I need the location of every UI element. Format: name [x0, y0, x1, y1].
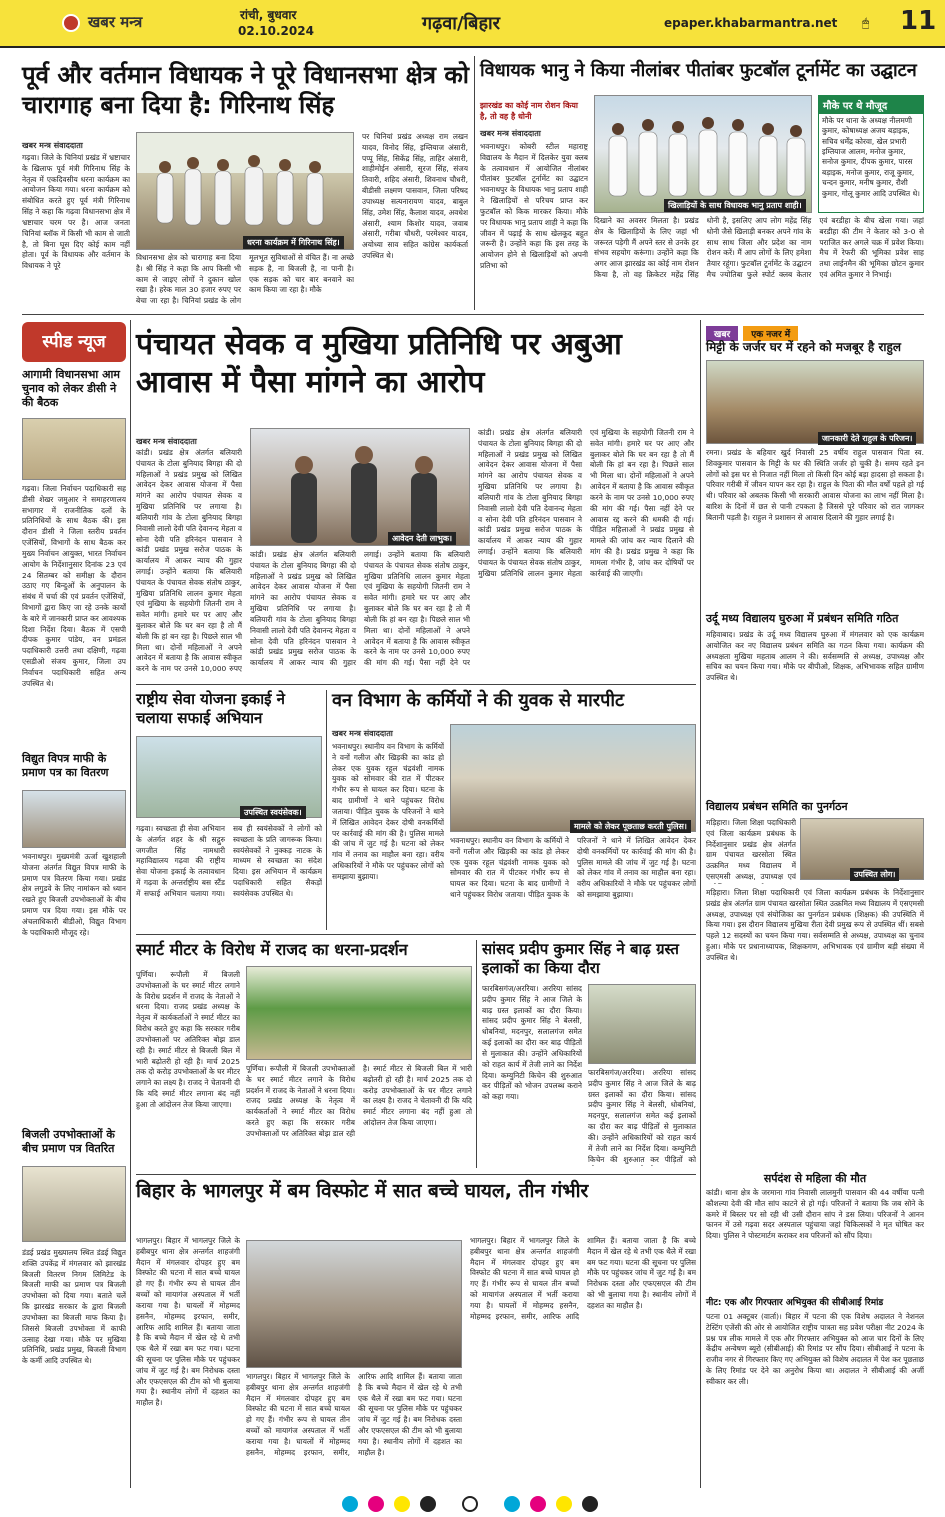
story5-text: भवनाथपुर। स्थानीय वन विभाग के कर्मियों ने वनों गलीज और खिड़की का कांड हो लेकर एक युवक रहूल चंद्रवंशी नामक युवक को सोमवार की रात में पीटकर गंभीर रूप से घायल कर दिया। घटना के बाद ग्रामीणों ने थाने पहुंचकर विरोध जताया। पीड़ित युवक के परिजनों ने थाने में लिखित आवेदन देकर दोषी वनकर्मियों पर कार्रवाई की मांग की है। पुलिस मामले की जांच में जुट गई है। घटना को लेकर गांव में तनाव का माहौल बना रहा। वरीय अधिकारियों ने मौके पर पहुंचकर लोगों को समझाया बुझाया।: [332, 742, 444, 881]
story1-text-b: विधानसभा क्षेत्र को चारागाह बना दिया है। श्री सिंह ने कहा कि आप किसी भी काम से जाइए लोगों ने दुकान खोल रखा है। हरेक माल 30 हजार रुपए पर बेचा जा रहा है। चिनियां प्रखंड के लोग मूलभूत सुविधाओं से वंचित हैं। ना अच्छे सड़क है, ना बिजली है, ना पानी है। एक सड़क को चार बार बनवाने का काम किया जा रहा है। मौके: [136, 253, 354, 306]
story10-text: महिवाबाद। प्रखंड के उर्दू मध्य विद्यालय घुरुआ में मंगलवार को एक कार्यक्रम आयोजित कर नए विद्यालय प्रबंधन समिति का गठन किया गया। कार्यक्रम की अध्यक्षता मुखिया महताब आलम ने की। सर्वसम्मति से अध्यक्ष, उपाध्यक्ष और सचिव का चयन किया गया। मौके पर बीपीओ, शिक्षक, अभिभावक सहित ग्रामीण उपस्थित थे।: [706, 630, 924, 683]
sidebox-title: मौके पर थे मौजूद: [819, 96, 923, 114]
story5-photo: [450, 724, 696, 832]
story6-photo: [246, 966, 472, 1060]
section-divider: [136, 684, 696, 685]
story8-headline: बिहार के भागलपुर में बम विस्फोट में सात बच्चे घायल, तीन गंभीर: [136, 1180, 589, 1202]
story2-photo-caption: खिलाड़ियों के साथ विधायक भानु प्रताप शाही।: [664, 199, 806, 212]
story7-headline: सांसद प्रदीप कुमार सिंह ने बाढ़ ग्रस्त इलाकों का किया दौरा: [482, 940, 679, 977]
news1-title: आगामी विधानसभा आम चुनाव को लेकर डीसी ने की बैठक: [22, 368, 120, 409]
in-brief-kicker: [706, 322, 924, 338]
story12-headline: सर्पदंश से महिला की मौत: [763, 1172, 867, 1185]
story2-photo-illustration: [595, 96, 812, 213]
column-divider: [700, 320, 701, 1488]
cmyk-magenta-dot: [530, 1496, 546, 1512]
column-divider: [326, 690, 327, 930]
story7-text: फारबिसगंज/अररिया। अररिया सांसद प्रदीप कुमार सिंह ने आज जिले के बाढ़ ग्रस्त इलाकों का दौरा किया। सांसद प्रदीप कुमार सिंह ने बेलसी, धोबनियां, मदनपुर, सलालगंज समेत कई इलाकों का दौरा कर बाढ़ पीड़ितों से मुलाकात की। उन्होंने अधिकारियों को राहत कार्य में तेजी लाने का निर्देश दिया। कम्युनिटी किचेन की शुरुआत कर पीड़ितों को भोजन उपलब्ध कराने को कहा गया।: [482, 984, 582, 1102]
story7-photo: [588, 984, 696, 1064]
story5-headline: वन विभाग के कर्मियों ने की युवक से मारपीट: [332, 690, 625, 711]
column-divider: [474, 56, 475, 310]
story1-text-c: पर चिनियां प्रखंड अध्यक्ष राम लखन यादव, विनोद सिंह, इम्तियाज अंसारी, पप्पू सिंह, सिकेंद्र सिंह, ताहिर अंसारी, शाहीमोईन अंसारी, सूरज सिंह, संजय तिवारी, शहिद अंसारी, शिवनाथ चौधरी, बीडीसी लक्ष्मण पासवान, जिला परिषद उपाध्यक्ष सत्यनारायण यादव, बाबुल सिंह, उमेश सिंह, कैलाश यादव, अवधेश अंसारी, श्याम किशोर यादव, जवाब अंसारी, गरीबा चौधरी, परमेश्वर यादव, अयोध्या साव सहित कांग्रेस कार्यकर्ता उपस्थित थे।: [362, 132, 468, 260]
brand-logo-icon: [62, 14, 80, 32]
news3-photo: [22, 1166, 126, 1242]
cmyk-magenta-dot: [368, 1496, 384, 1512]
newspaper-masthead: [0, 0, 945, 48]
cmyk-cyan-dot: [342, 1496, 358, 1512]
story2-kicker: झारखंड का कोई नाम रोशन किया है, तो वह है धोनी: [480, 101, 578, 121]
story3-byline: खबर मन्त्र संवाददाता: [136, 437, 197, 446]
story3-photo-illustration: [251, 429, 470, 546]
story2-sidebox: [818, 95, 924, 213]
story9-text: रमना। प्रखंड के बहियार खुर्द निवासी 25 वर्षीय राहुल पासवान पिता स्व. शिवकुमार पासवान के मिट्टी के घर की स्थिति जर्जर हो चुकी है। समय रहते इन लोगों को इस घर से निजात नहीं मिला तो किसी दिन कोई बड़ा हादसा हो सकता है। परिवार गरीबी में जीवन यापन कर रहा है। राहुल के पिता की मौत वर्षों पहले हो गई थी। परिवार को अबतक किसी भी सरकारी आवास योजना का लाभ नहीं मिला है। बारिश के दिनों में छत से पानी टपकता है जिससे पूरे परिवार को रात जागकर बितानी पड़ती है। राहुल ने प्रशासन से आवास दिलाने की गुहार लगाई है।: [706, 448, 924, 522]
news1-text: गढ़वा। जिला निर्वाचन पदाधिकारी सह डीसी शेखर जमुआर ने समाहरणालय सभागार में राजनीतिक दलों के प्रतिनिधियों के साथ बैठक की। इस दौरान डीसी ने जिला स्तरीय प्रवर्तन एजेंसियों, विभागों के साथ बैठक कर मुख्य निर्वाचन आयुक्त, भारत निर्वाचन आयोग के निर्देशानुसार दिनांक 23 एवं 24 सितम्बर को समीक्षा के दौरान उठाए गए बिन्दुओं के अनुपालन के संबंध में चर्चा की एवं प्रवर्तन एजेंसियों, विभागों द्वारा किए जा रहे उनके कार्यों के बारे में जानकारी प्राप्त कर आवश्यक दिशा निर्देश दिया। बैठक में एसपी दीपक कुमार पांडेय, वन प्रमंडल पदाधिकारी उत्तरी तथा दक्षिणी, गढ़वा एसडीओ संजय कुमार, जिला उप निर्वाचन पदाधिकारी सहित अन्य उपस्थित थे।: [22, 484, 126, 688]
cmyk-black-dot: [582, 1496, 598, 1512]
speed-news-label: स्पीड न्यूज: [42, 332, 106, 352]
story4-text: गढ़वा। स्वच्छता ही सेवा अभियान के अंतर्गत शहर के श्री सद्गुरु जगजीत सिंह नामधारी महाविद्यालय गढ़वा की राष्ट्रीय सेवा योजना इकाई के तत्वावधान में गढ़वा के अन्तर्राष्ट्रीय बस स्टैंड में सफाई अभियान चलाया गया। सब ही स्वयंसेवकों ने लोगों को स्वच्छता के प्रति जागरूक किया। स्वयंसेवकों ने नुक्कड़ नाटक के माध्यम से स्वच्छता का संदेश दिया। इस अभियान में कार्यक्रम पदाधिकारी सहित सैकड़ों स्वयंसेवक उपस्थित थे।: [136, 824, 322, 898]
story3-text-cont: कांडी। प्रखंड क्षेत्र अंतर्गत बलियारी पंचायत के टोला बुनियाद बिगहा की दो महिलाओं ने प्रखंड प्रमुख को लिखित आवेदन देकर आवास योजना में पैसा मांगने का आरोप पंचायत सेवक व मुखिया प्रतिनिधि पर लगाया है। बलियारी गांव के टोला बुनियाद बिगहा निवासी लालो देवी पति देवानन्द मेहता व सोना देवी पति हरिनंदन पासवान ने कांडी प्रखंड प्रमुख सरोज पाठक के कार्यालय में आकर न्याय की गुहार लगाई। उन्होंने बताया कि बलियारी पंचायत के पंचायत सेवक संतोष ठाकुर, मुखिया प्रतिनिधि लालन कुमार मेहता एवं मुखिया के सहयोगी जितनी राम ने सवेत मांगी। हमारे घर पर आए और बुलाकर बोले कि घर बन रहा है तो मैं बोली कि हां बन रहा है। पिछले साल भी मिला था। दोनों महिलाओं ने अपने आवेदन में बताया है कि आवास स्वीकृत करने के नाम पर उनसे 10,000 रुपए की मांग की गई। पैसा नहीं देने पर: [250, 550, 470, 668]
story1-photo-caption: धरना कार्यक्रम में गिरिनाथ सिंह।: [243, 236, 344, 249]
story11-text-cont: मड़िहारा। जिला शिक्षा पदाधिकारी एवं जिला कार्यक्रम प्रबंधक के निर्देशानुसार प्रखंड क्षेत्र अंतर्गत ग्राम पंचायत खरसोता स्थित उत्क्रमित मध्य विद्यालय में एसएमसी अध्यक्ष, उपाध्यक्ष एवं संयोजिका का पुनर्गठन प्रबंधक (शिक्षक) की उपस्थिति में किया गया। इस दौरान विद्यालय मुखिया रीता देवी प्रमुख रूप से उपस्थित थीं। सबसे पहले 12 सदस्यों का चयन किया गया। सर्वसम्मति से अध्यक्ष, उपाध्यक्ष का चुनाव हुआ। मौके पर प्रधानाध्यापक, शिक्षकगण, अभिभावक एवं ग्रामीण बड़ी संख्या में उपस्थित थे।: [706, 888, 924, 962]
story6-text: पूर्णिया। रूपौली में बिजली उपभोक्ताओं के घर स्मार्ट मीटर लगाने के विरोध प्रदर्शन में राजद के नेताओं ने धरना दिया। राजद प्रखंड अध्यक्ष के नेतृत्व में कार्यकर्ताओं ने स्मार्ट मीटर का विरोध करते हुए कहा कि सरकार गरीब उपभोक्ताओं पर अतिरिक्त बोझ डाल रही है। स्मार्ट मीटर से बिजली बिल में भारी बढ़ोतरी हो रही है। मार्च 2025 तक दो करोड़ उपभोक्ताओं के घर मीटर लगाने का लक्ष्य है। राजद ने चेतावनी दी कि यदि स्मार्ट मीटर लगाना बंद नहीं हुआ तो आंदोलन तेज किया जाएगा।: [136, 970, 240, 1109]
story5-text-cont: भवनाथपुर। स्थानीय वन विभाग के कर्मियों ने वनों गलीज और खिड़की का कांड हो लेकर एक युवक रहूल चंद्रवंशी नामक युवक को सोमवार की रात में पीटकर गंभीर रूप से घायल कर दिया। घटना के बाद ग्रामीणों ने थाने पहुंचकर विरोध जताया। पीड़ित युवक के परिजनों ने थाने में लिखित आवेदन देकर दोषी वनकर्मियों पर कार्रवाई की मांग की है। पुलिस मामले की जांच में जुट गई है। घटना को लेकर गांव में तनाव का माहौल बना रहा। वरीय अधिकारियों ने मौके पर पहुंचकर लोगों को समझाया बुझाया।: [450, 836, 696, 900]
story6-text-cont: पूर्णिया। रूपौली में बिजली उपभोक्ताओं के घर स्मार्ट मीटर लगाने के विरोध प्रदर्शन में राजद के नेताओं ने धरना दिया। राजद प्रखंड अध्यक्ष के नेतृत्व में कार्यकर्ताओं ने स्मार्ट मीटर का विरोध करते हुए कहा कि सरकार गरीब उपभोक्ताओं पर अतिरिक्त बोझ डाल रही है। स्मार्ट मीटर से बिजली बिल में भारी बढ़ोतरी हो रही है। मार्च 2025 तक दो करोड़ उपभोक्ताओं के घर मीटर लगाने का लक्ष्य है। राजद ने चेतावनी दी कि यदि स्मार्ट मीटर लगाना बंद नहीं हुआ तो आंदोलन तेज किया जाएगा।: [246, 1064, 472, 1138]
story5-photo-caption: मामले को लेकर पूछताछ करती पुलिस।: [570, 820, 691, 833]
story8-text-more: भागलपुर। बिहार में भागलपुर जिले के हबीबपुर थाना क्षेत्र अन्तर्गत शाहजंगी मैदान में मंगलवार दोपहर हुए बम विस्फोट की घटना में सात बच्चे घायल हो गए हैं। गंभीर रूप से घायल तीन बच्चों को मायागंज अस्पताल में भर्ती कराया गया है। घायलों में मोहम्मद हसनैन, मोहम्मद इरफान, समीर, आरिफ आदि शामिल हैं। बताया जाता है कि बच्चे मैदान में खेल रहे थे तभी एक थैले में रखा बम फट गया। घटना की सूचना पर पुलिस मौके पर पहुंचकर जांच में जुट गई है। बम निरोधक दस्ता और एफएसएल की टीम को भी बुलाया गया है। स्थानीय लोगों में दहशत का माहौल है।: [470, 1236, 696, 1321]
page-number: 11: [900, 6, 937, 36]
story3-photo-caption: आवेदन देती लाभुक।: [388, 532, 456, 545]
story2-text-b: दिखाने का अवसर मिलता है। प्रखंड क्षेत्र के खिलाड़ियों के लिए जहां भी जरूरत पड़ेगी मैं अपने स्तर से उनके हर संभव सहयोग करूंगा। उन्होंने कहा कि अगर आज झारखंड का कोई नाम रोशन किया है, तो वह क्रिकेटर महेंद्र सिंह धोनी है, इसलिए आप लोग महेंद्र सिंह धोनी जैसे खिलाड़ी बनकर अपने गांव के साथ साथ जिला और प्रदेश का नाम रोशन करें। मैं आप लोगों के लिए हमेशा तैयार रहूंगा। फुटबॉल टूर्नामेंट के उद्घाटन मैच ज्योतिबा फुले स्पोर्ट क्लब केतार एवं बरडीहा के बीच खेला गया। जहां बरडीहा की टीम ने केतार को 3-0 से पराजित कर अगले चक्र में प्रवेश किया। मैच में रेफरी की भूमिका प्रवेश साह तथा लाईनमैन की भूमिका छोटन कुमार एवं अमित कुमार ने निभाई।: [594, 216, 924, 280]
edition-city-day: रांची, बुधवार: [240, 8, 297, 22]
cmyk-yellow-dot: [394, 1496, 410, 1512]
section-divider: [136, 934, 696, 935]
news3-text: डंडई प्रखंड मुख्यालय स्थित डंडई विद्युत शक्ति उपकेंद्र में मंगलवार को झारखंड बिजली वितरण निगम लिमिटेड के बिजली माफी का प्रमाण पत्र बिजली उपभोक्ता को दिया गया। बताते चलें कि झारखंड सरकार के द्वारा बिजली उपभोक्ता का बिजली माफ किया है। जिससे बिजली उपभोक्ता में काफी उत्साह देखा गया। मौके पर मुखिया प्रतिनिधि, प्रखंड प्रमुख, बिजली विभाग के कर्मी आदि उपस्थित थे।: [22, 1248, 126, 1366]
story9-headline: मिट्टी के जर्जर घर में रहने को मजबूर है राहुल: [706, 340, 901, 354]
column-divider: [476, 940, 477, 1168]
section-title: गढ़वा/बिहार: [422, 13, 501, 34]
story12-text: कांडी। थाना क्षेत्र के जरमाना गांव निवासी लालमुनी पासवान की 44 वर्षीया पत्नी कौशल्या देवी की मौत सांप काटने से हो गई। परिजनों ने बताया कि जब सोने के कमरे में बिस्तर पर सो रही थी उसी दौरान सांप ने डस लिया। परिजनों ने आनन फानन में उसे गढ़वा सदर अस्पताल पहुंचाया जहां चिकित्सकों ने मृत घोषित कर दिया। पुलिस ने पोस्टमार्टम कराकर शव परिजनों को सौंप दिया।: [706, 1188, 924, 1241]
cmyk-cyan-dot: [504, 1496, 520, 1512]
story12-sub-headline: नीट: एक और गिरफ्तार अभियुक्त की सीबीआई रिमांड: [706, 1298, 884, 1308]
news1-photo: [22, 418, 126, 480]
speed-news-badge: [22, 322, 126, 362]
in-brief-label-2: एक नजर में: [743, 326, 798, 341]
column-divider: [130, 320, 131, 1488]
story1-photo: [136, 132, 354, 250]
story3-text: कांडी। प्रखंड क्षेत्र अंतर्गत बलियारी पंचायत के टोला बुनियाद बिगहा की दो महिलाओं ने प्रखंड प्रमुख को लिखित आवेदन देकर आवास योजना में पैसा मांगने का आरोप पंचायत सेवक व मुखिया प्रतिनिधि पर लगाया है। बलियारी गांव के टोला बुनियाद बिगहा निवासी लालो देवी पति देवानन्द मेहता व सोना देवी पति हरिनंदन पासवान ने कांडी प्रखंड प्रमुख सरोज पाठक के कार्यालय में आकर न्याय की गुहार लगाई। उन्होंने बताया कि बलियारी पंचायत के पंचायत सेवक संतोष ठाकुर, मुखिया प्रतिनिधि लालन कुमार मेहता एवं मुखिया के सहयोगी जितनी राम ने सवेत मांगी। हमारे घर पर आए और बुलाकर बोले कि घर बन रहा है तो मैं बोली कि हां बन रहा है। पिछले साल भी मिला था। दोनों महिलाओं ने अपने आवेदन में बताया है कि आवास स्वीकृत करने के नाम पर उनसे 10,000 रुपए: [136, 448, 242, 674]
story3-headline: पंचायत सेवक व मुखिया प्रतिनिधि पर अबुआ आवास में पैसा मांगने का आरोप: [136, 327, 622, 401]
registration-mark-icon: [462, 1496, 478, 1512]
in-brief-label: खबर: [706, 326, 738, 341]
story9-photo-caption: जानकारी देते राहुल के परिजन।: [818, 432, 916, 445]
edition-date: 02.10.2024: [238, 24, 314, 38]
story12-sub-text: पटना 01 अक्टूबर (वार्ता)। बिहार में पटना की एक विशेष अदालत ने नेशनल टेस्टिंग एजेंसी की ओर से आयोजित राष्ट्रीय पात्रता सह प्रवेश परीक्षा नीट 2024 के प्रश्न पत्र लीक मामले में एक और गिरफ्तार अभियुक्त को आज चार दिनों के लिए केंद्रीय अन्वेषण ब्यूरो (सीबीआई) की रिमांड पर सौंप दिया। सीबीआई ने पटना के राजीव नगर से गिरफ्तार किए गए अभियुक्त को विशेष अदालत में पेश कर पूछताछ के लिए रिमांड पर देने का अनुरोध किया था। अदालत ने सीबीआई की अर्जी स्वीकार कर ली।: [706, 1312, 924, 1386]
story8-text-cont: भागलपुर। बिहार में भागलपुर जिले के हबीबपुर थाना क्षेत्र अन्तर्गत शाहजंगी मैदान में मंगलवार दोपहर हुए बम विस्फोट की घटना में सात बच्चे घायल हो गए हैं। गंभीर रूप से घायल तीन बच्चों को मायागंज अस्पताल में भर्ती कराया गया है। घायलों में मोहम्मद हसनैन, मोहम्मद इरफान, समीर, आरिफ आदि शामिल हैं। बताया जाता है कि बच्चे मैदान में खेल रहे थे तभी एक थैले में रखा बम फट गया। घटना की सूचना पर पुलिस मौके पर पहुंचकर जांच में जुट गई है। बम निरोधक दस्ता और एफएसएल की टीम को भी बुलाया गया है। स्थानीय लोगों में दहशत का माहौल है।: [246, 1372, 462, 1457]
story10-headline: उर्दू मध्य विद्यालय घुरुआ में प्रबंधन समिति गठित: [706, 612, 899, 625]
story1-byline: खबर मन्त्र संवाददाता: [22, 141, 83, 150]
brand-name: खबर मन्त्र: [88, 13, 143, 31]
story2-text-a: भवनाथपुर। कोबरी स्टील महाराष्ट्र विद्यालय के मैदान में दिलकेर युवा क्लब के तत्वावधान में आयोजित नीलांबर पीतांबर फुटबॉल टूर्नामेंट का उद्घाटन भवनाथपुर के विधायक भानु प्रताप शाही ने खिलाड़ियों से परिचय प्राप्त कर फुटबॉल को किक मारकर किया। मौके पर विधायक भानु प्रताप शाही ने कहा कि जीवन में पढ़ाई के साथ खेलकूद बहुत जरूरी है। उन्होंने कहा कि इस तरह के आयोजन होने से खिलाड़ियों को अपनी प्रतिभा को: [480, 142, 588, 270]
story11-text: मड़िहारा। जिला शिक्षा पदाधिकारी एवं जिला कार्यक्रम प्रबंधक के निर्देशानुसार प्रखंड क्षेत्र अंतर्गत ग्राम पंचायत खरसोता स्थित उत्क्रमित मध्य विद्यालय में एसएमसी अध्यक्ष, उपाध्यक्ष एवं: [706, 818, 796, 882]
story4-headline: राष्ट्रीय सेवा योजना इकाई ने चलाया सफाई अभियान: [136, 690, 286, 727]
story1-headline: पूर्व और वर्तमान विधायक ने पूरे विधानसभा क्षेत्र को चारागाह बना दिया है: गिरिनाथ सिंह: [22, 61, 470, 119]
section-divider: [22, 314, 924, 315]
cmyk-black-dot: [420, 1496, 436, 1512]
story3-photo: [250, 428, 470, 546]
section-divider: [136, 1174, 696, 1175]
story8-photo: [246, 1240, 462, 1368]
story1-photo-illustration: [137, 133, 354, 250]
story8-text: भागलपुर। बिहार में भागलपुर जिले के हबीबपुर थाना क्षेत्र अन्तर्गत शाहजंगी मैदान में मंगलवार दोपहर हुए बम विस्फोट की घटना में सात बच्चे घायल हो गए हैं। गंभीर रूप से घायल तीन बच्चों को मायागंज अस्पताल में भर्ती कराया गया है। घायलों में मोहम्मद हसनैन, मोहम्मद इरफान, समीर, आरिफ आदि शामिल हैं। बताया जाता है कि बच्चे मैदान में खेल रहे थे तभी एक थैले में रखा बम फट गया। घटना की सूचना पर पुलिस मौके पर पहुंचकर जांच में जुट गई है। बम निरोधक दस्ता और एफएसएल की टीम को भी बुलाया गया है। स्थानीय लोगों में दहशत का माहौल है।: [136, 1236, 240, 1408]
story7-text-cont: फारबिसगंज/अररिया। अररिया सांसद प्रदीप कुमार सिंह ने आज जिले के बाढ़ ग्रस्त इलाकों का दौरा किया। सांसद प्रदीप कुमार सिंह ने बेलसी, धोबनियां, मदनपुर, सलालगंज समेत कई इलाकों का दौरा कर बाढ़ पीड़ितों से मुलाकात की। उन्होंने अधिकारियों को राहत कार्य में तेजी लाने का निर्देश दिया। कम्युनिटी किचेन की शुरुआत कर पीड़ितों को: [588, 1068, 696, 1164]
cmyk-yellow-dot: [556, 1496, 572, 1512]
print-registration-bar: [0, 1492, 945, 1517]
news2-title: विद्युत विपत्र माफी के प्रमाण पत्र का वितरण: [22, 752, 109, 779]
story5-byline: खबर मन्त्र संवाददाता: [332, 729, 393, 738]
cursor-icon: 🖱: [862, 16, 870, 30]
epaper-url[interactable]: epaper.khabarmantra.net: [664, 16, 838, 30]
story2-photo: [594, 95, 812, 213]
news2-photo: [22, 790, 126, 848]
story6-headline: स्मार्ट मीटर के विरोध में राजद का धरना-प्रदर्शन: [136, 940, 408, 959]
news2-text: भवनाथपुर। मुख्यमंत्री ऊर्जा खुशहाली योजना अंतर्गत विद्युत विपत्र माफी के प्रमाण पत्र वितरण किया गया। प्रखंड क्षेत्र लगुडवे के लिए नामांकन को ध्यान रखते हुए बिजली उपभोक्ताओं के बीच प्रमाण पत्र दिया गया। इस मौके पर अंचलाधिकारी बीडीओ, विद्युत विभाग के पदाधिकारी मौजूद रहे।: [22, 852, 126, 937]
story3-text-more: कांडी। प्रखंड क्षेत्र अंतर्गत बलियारी पंचायत के टोला बुनियाद बिगहा की दो महिलाओं ने प्रखंड प्रमुख को लिखित आवेदन देकर आवास योजना में पैसा मांगने का आरोप पंचायत सेवक व मुखिया प्रतिनिधि पर लगाया है। बलियारी गांव के टोला बुनियाद बिगहा निवासी लालो देवी पति देवानन्द मेहता व सोना देवी पति हरिनंदन पासवान ने कांडी प्रखंड प्रमुख सरोज पाठक के कार्यालय में आकर न्याय की गुहार लगाई। उन्होंने बताया कि बलियारी पंचायत के पंचायत सेवक संतोष ठाकुर, मुखिया प्रतिनिधि लालन कुमार मेहता एवं मुखिया के सहयोगी जितनी राम ने सवेत मांगी। हमारे घर पर आए और बुलाकर बोले कि घर बन रहा है तो मैं बोली कि हां बन रहा है। पिछले साल भी मिला था। दोनों महिलाओं ने अपने आवेदन में बताया है कि आवास स्वीकृत करने के नाम पर उनसे 10,000 रुपए की मांग की गई। पैसा नहीं देने पर आवास रद्द करने की धमकी दी गई। पीड़ित महिलाओं ने प्रखंड प्रमुख से मामले की जांच कर न्याय दिलाने की मांग की है। प्रखंड प्रमुख ने कहा कि मामला गंभीर है, जांच कर दोषियों पर कार्रवाई की जाएगी।: [478, 428, 694, 578]
story4-photo-caption: उपस्थित स्वयंसेवक।: [240, 806, 306, 819]
story11-headline: विद्यालय प्रबंधन समिति का पुनर्गठन: [706, 800, 848, 813]
sidebox-text: मौके पर थाना के अध्यक्ष नीलमणी कुमार, कोषाध्यक्ष अजय बड़ाइक, सचिव धर्मेंद्र कोरवा, खेल प्रभारी इम्तियाज आलम, मनोज कुमार, सनोज कुमार, दीपक कुमार, पारस बड़ाइक, मनोज कुमार, राजू कुमार, चन्दन कुमार, मनीष कुमार, रौशी कुमार, गोलू कुमार आदि उपस्थित थे।: [822, 116, 920, 198]
story2-byline: खबर मन्त्र संवाददाता: [480, 129, 541, 138]
story1-text-a: गढ़वा। जिले के चिनियां प्रखंड में भ्रष्टाचार के खिलाफ पूर्व मंत्री गिरिनाथ सिंह के नेतृत्व में एकदिवसीय धरना कार्यक्रम का आयोजन किया गया। धरना कार्यक्रम को संबोधित करते हुए पूर्व मंत्री गिरिनाथ सिंह ने कहा कि गढ़वा विधानसभा क्षेत्र में भ्रष्टाचार चरम पर है। आज जनता चिनियां ब्लॉक में किसी भी काम से जाती है, तो बिना घूस दिए कोई काम नहीं होता। पूर्व के विधायक और वर्तमान के विधायक ने पूरे: [22, 153, 130, 271]
story2-headline: विधायक भानु ने किया नीलांबर पीतांबर फुटबॉल टूर्नामेंट का उद्घाटन: [480, 60, 917, 81]
news3-title: बिजली उपभोक्ताओं के बीच प्रमाण पत्र वितरित: [22, 1128, 115, 1155]
story11-photo-caption: उपस्थित लोग।: [850, 868, 899, 881]
